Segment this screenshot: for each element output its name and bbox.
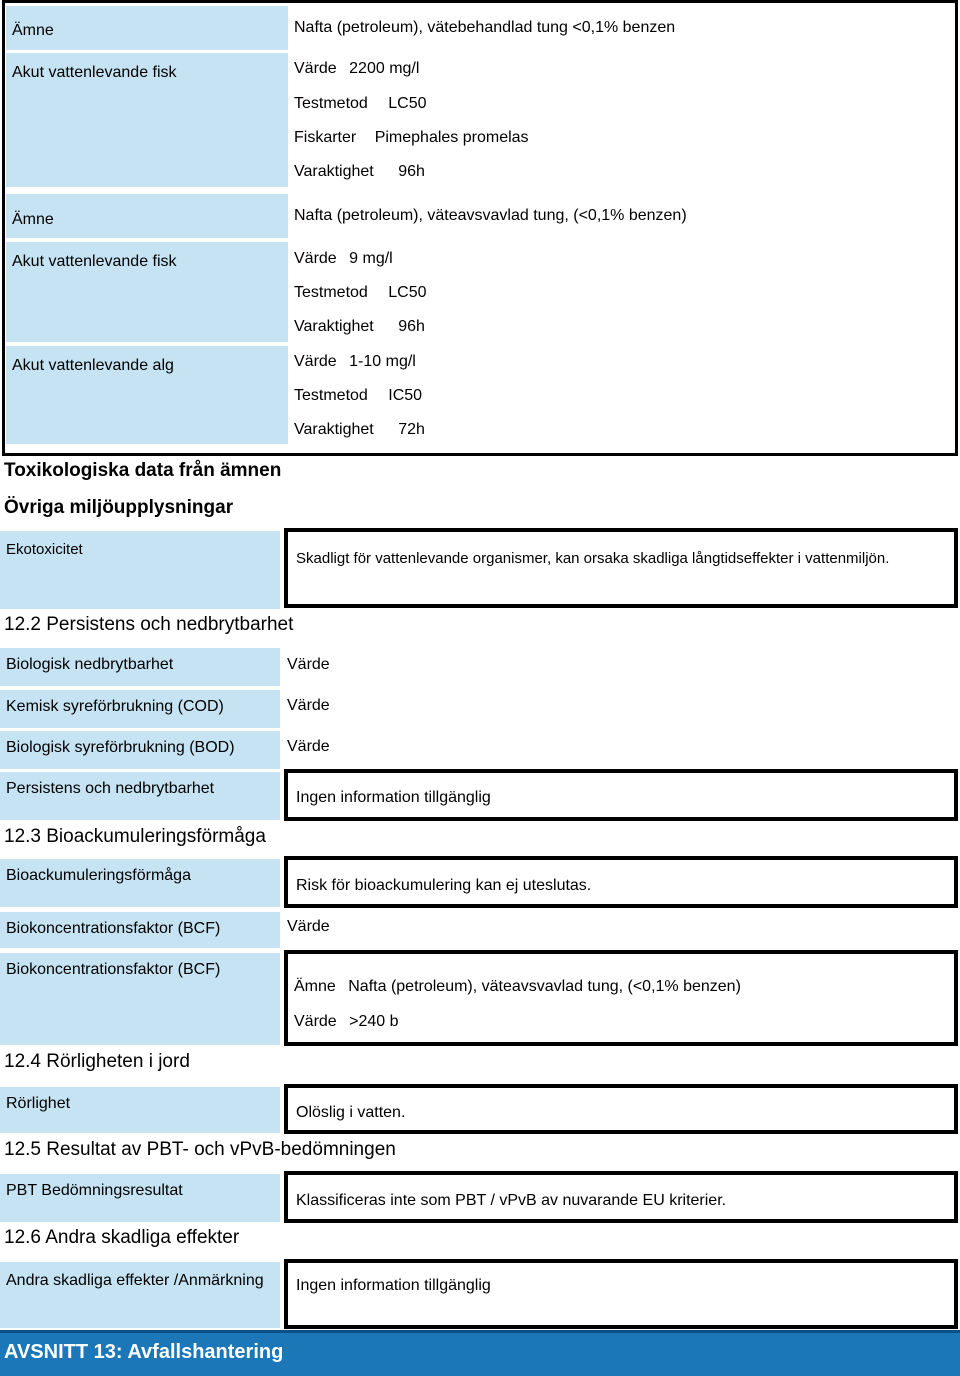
fish-species-row (294, 129, 529, 147)
fish-method-row-2 (294, 284, 427, 302)
substance-label: Ämne (6, 6, 288, 50)
tox-heading: Toxikologiska data från ämnen (4, 460, 282, 481)
bioaccumulation-value-box (284, 856, 958, 908)
fish-duration-row (294, 163, 425, 181)
bcf-substance-row (294, 978, 741, 996)
duration: 96h (398, 318, 425, 335)
persistence-value: Ingen information tillgänglig (296, 789, 491, 806)
persistence-label: Persistens och nedbrytbarhet (0, 772, 280, 820)
fish-value-row (294, 60, 419, 78)
cod-value: Värde (287, 697, 330, 714)
duration-label: Varaktighet (294, 163, 374, 180)
value-label: Värde (294, 250, 337, 267)
alga-method-row (294, 387, 422, 405)
mobility-value: Olöslig i vatten. (296, 1104, 406, 1121)
substance-value-2: Nafta (petroleum), väteavsvavlad tung, (<0,1% benzen) (294, 207, 687, 224)
fish-duration-row-2 (294, 318, 425, 336)
bcf-value-row (294, 1013, 399, 1031)
mobility-label: Rörlighet (0, 1087, 280, 1133)
mobility-value-box (284, 1084, 958, 1134)
bod-label: Biologisk syreförbrukning (BOD) (0, 731, 280, 769)
biodegradability-label: Biologisk nedbrytbarhet (0, 648, 280, 686)
pbt-label: PBT Bedömningsresultat (0, 1174, 280, 1222)
value-label: Värde (294, 1013, 337, 1030)
substance-label-2: Ämne (6, 194, 288, 238)
value: >240 b (349, 1013, 399, 1030)
fish-value-row-2 (294, 250, 393, 268)
bcf-value-1: Värde (287, 918, 330, 935)
substance-value: Nafta (petroleum), vätebehandlad tung <0,1% benzen (294, 19, 676, 36)
other-effects-value: Ingen information tillgänglig (296, 1277, 491, 1294)
biodegradability-value: Värde (287, 656, 330, 673)
substance-label: Ämne (294, 978, 336, 995)
value-label: Värde (294, 60, 337, 77)
value: 1-10 mg/l (349, 353, 416, 370)
section-12-3-title: 12.3 Bioackumuleringsförmåga (4, 826, 266, 847)
substance: Nafta (petroleum), väteavsvavlad tung, (<0,1% benzen) (348, 978, 741, 995)
bod-value: Värde (287, 738, 330, 755)
bcf-label-1: Biokoncentrationsfaktor (BCF) (0, 912, 280, 948)
method: LC50 (388, 284, 427, 301)
alga-value-row (294, 353, 416, 371)
bioaccumulation-label: Bioackumuleringsförmåga (0, 859, 280, 907)
ecotox-label: Ekotoxicitet (0, 531, 280, 609)
method-label: Testmetod (294, 387, 368, 404)
species: Pimephales promelas (374, 129, 529, 146)
alga-duration-row (294, 421, 425, 439)
persistence-value-box (284, 769, 958, 821)
bioaccumulation-value: Risk för bioackumulering kan ej uteslutas. (296, 877, 592, 894)
ecotox-value-box (284, 528, 958, 608)
duration-label: Varaktighet (294, 421, 374, 438)
bcf-label-2: Biokoncentrationsfaktor (BCF) (0, 953, 280, 1045)
bcf-value-box-2 (284, 950, 958, 1046)
section-12-4-title: 12.4 Rörligheten i jord (4, 1051, 190, 1072)
value: 2200 mg/l (349, 60, 420, 77)
pbt-value: Klassificeras inte som PBT / vPvB av nuvarande EU kriterier. (296, 1192, 727, 1209)
duration: 72h (398, 421, 425, 438)
method-label: Testmetod (294, 95, 368, 112)
acute-alga-label: Akut vattenlevande alg (6, 346, 288, 444)
value-label: Värde (294, 353, 337, 370)
other-effects-label: Andra skadliga effekter /Anmärkning (0, 1262, 280, 1328)
env-heading: Övriga miljöupplysningar (4, 497, 234, 518)
method-label: Testmetod (294, 284, 368, 301)
section-13-header: AVSNITT 13: Avfallshantering (0, 1330, 960, 1376)
acute-fish-label: Akut vattenlevande fisk (6, 53, 288, 187)
duration-label: Varaktighet (294, 318, 374, 335)
method: IC50 (388, 387, 423, 404)
other-effects-value-box (284, 1259, 958, 1329)
ecotox-value: Skadligt för vattenlevande organismer, kan orsaka skadliga långtidseffekter i vattenmiljön. (296, 550, 890, 567)
method: LC50 (388, 95, 427, 112)
fish-method-row (294, 95, 427, 113)
section-12-5-title: 12.5 Resultat av PBT- och vPvB-bedömningen (4, 1139, 396, 1160)
duration: 96h (398, 163, 425, 180)
species-label: Fiskarter (294, 129, 357, 146)
acute-fish-label-2: Akut vattenlevande fisk (6, 242, 288, 342)
value: 9 mg/l (349, 250, 393, 267)
cod-label: Kemisk syreförbrukning (COD) (0, 690, 280, 728)
pbt-value-box (284, 1171, 958, 1223)
section-12-2-title: 12.2 Persistens och nedbrytbarhet (4, 614, 294, 635)
section-12-6-title: 12.6 Andra skadliga effekter (4, 1227, 240, 1248)
